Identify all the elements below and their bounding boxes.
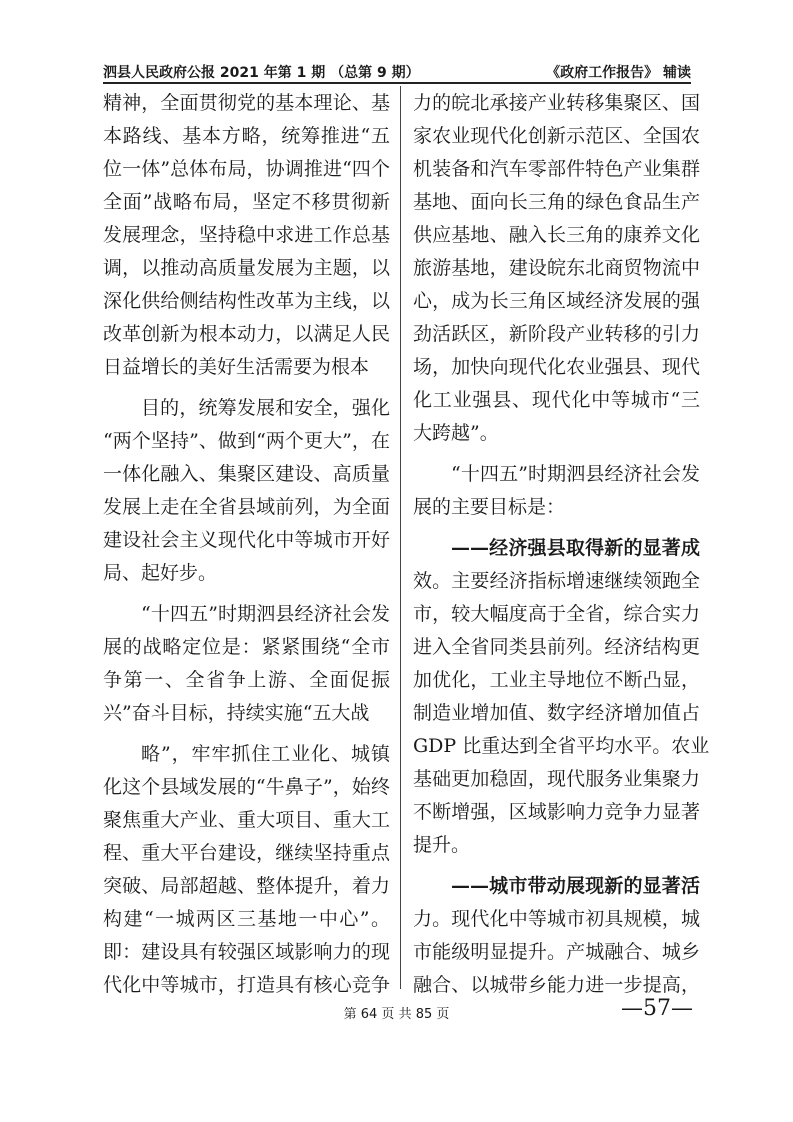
text-line: 聚焦重大产业、重大项目、重大工 [103, 809, 390, 831]
text-line: 制造业增加值、数字经济增加值占 [413, 702, 700, 724]
text-line: 大跨越”。 [413, 422, 499, 444]
column-divider [400, 86, 401, 989]
text-line: 发展理念，坚持稳中求进工作总基 [103, 224, 390, 246]
text-line: 市，较大幅度高于全省，综合实力 [413, 603, 700, 625]
text-line: 突破、局部超越、整体提升，着力 [103, 875, 390, 897]
left-column [103, 87, 390, 1002]
text-line: 程、重大平台建设，继续坚持重点 [103, 842, 390, 864]
text-line: 日益增长的美好生活需要为根本 [103, 356, 370, 378]
text-line: 展的主要目标是： [413, 496, 566, 518]
text-line: 力。现代化中等城市初具规模，城 [413, 908, 700, 930]
text-line: 深化供给侧结构性改革为主线，以 [103, 290, 390, 312]
footer-page-number: —57— [621, 996, 693, 1021]
text-line: 场，加快向现代化农业强县、现代 [413, 356, 700, 378]
text-line: 融合、以城带乡能力进一步提高， [413, 974, 700, 996]
text-line: 市能级明显提升。产城融合、城乡 [413, 941, 700, 963]
text-line: 略”，牢牢抓住工业化、城镇 [141, 743, 390, 765]
text-line: 化工业强县、现代化中等城市“三 [413, 389, 700, 411]
text-line: 化这个县域发展的“牛鼻子”，始终 [103, 776, 390, 798]
text-line: 基础更加稳固，现代服务业集聚力 [413, 768, 700, 790]
text-line: 展的战略定位是：紧紧围绕“全市 [103, 636, 390, 658]
text-line: 一体化融入、集聚区建设、高质量 [103, 463, 390, 485]
text-line: ——城市带动展现新的显著活 [451, 875, 700, 897]
text-line: 机装备和汽车零部件特色产业集群 [413, 158, 700, 180]
text-line: 进入全省同类县前列。经济结构更 [413, 636, 700, 658]
text-line: “十四五”时期泗县经济社会发 [451, 463, 700, 485]
text-line: 发展上走在全省县域前列，为全面 [103, 496, 390, 518]
text-line: 建设社会主义现代化中等城市开好 [103, 529, 390, 551]
text-line: GDP 比重达到全省平均水平。农业 [413, 735, 710, 757]
text-line: 改革创新为根本动力，以满足人民 [103, 323, 390, 345]
text-line: 加优化，工业主导地位不断凸显， [413, 669, 700, 691]
text-line: 调，以推动高质量发展为主题，以 [103, 257, 390, 279]
text-line: 劲活跃区，新阶段产业转移的引力 [413, 323, 700, 345]
page-header [103, 62, 691, 82]
text-line: 心，成为长三角区域经济发展的强 [413, 290, 700, 312]
text-line: 即：建设具有较强区域影响力的现 [103, 941, 390, 963]
text-line: 目的，统筹发展和安全，强化 [141, 397, 390, 419]
text-line: 精神，全面贯彻党的基本理论、基 [103, 92, 390, 114]
text-line: 本路线、基本方略，统筹推进“五 [103, 125, 390, 147]
text-line: 构建“一城两区三基地一中心”。 [103, 908, 390, 930]
header-section-title: 《政府工作报告》 辅读 [546, 65, 691, 81]
text-line: 争第一、全省争上游、全面促振 [103, 669, 390, 691]
right-column [413, 87, 710, 1002]
text-line: 家农业现代化创新示范区、全国农 [413, 125, 700, 147]
text-line: 局、起好步。 [103, 562, 218, 584]
header-publication-title: 泗县人民政府公报 2021 年第 1 期 （总第 9 期） [103, 65, 420, 81]
text-line: 供应基地、融入长三角的康养文化 [413, 224, 700, 246]
header-rule [103, 82, 691, 84]
text-line: 提升。 [413, 834, 471, 856]
footer-page-info: 第 64 页 共 85 页 [343, 1007, 450, 1022]
text-line: 旅游基地，建设皖东北商贸物流中 [413, 257, 700, 279]
text-line: 力的皖北承接产业转移集聚区、国 [413, 92, 700, 114]
text-line: ——经济强县取得新的显著成 [451, 537, 700, 559]
text-line: 基地、面向长三角的绿色食品生产 [413, 191, 700, 213]
text-line: “两个坚持”、做到“两个更大”，在 [103, 430, 390, 452]
text-line: “十四五”时期泗县经济社会发 [141, 603, 390, 625]
text-line: 位一体”总体布局，协调推进“四个 [103, 158, 390, 180]
text-line: 兴”奋斗目标，持续实施“五大战 [103, 702, 370, 724]
text-line: 全面”战略布局，坚定不移贯彻新 [103, 191, 390, 213]
text-line: 不断增强，区域影响力竞争力显著 [413, 801, 700, 823]
text-line: 效。主要经济指标增速继续领跑全 [413, 570, 700, 592]
text-line: 代化中等城市，打造具有核心竞争 [103, 974, 390, 996]
